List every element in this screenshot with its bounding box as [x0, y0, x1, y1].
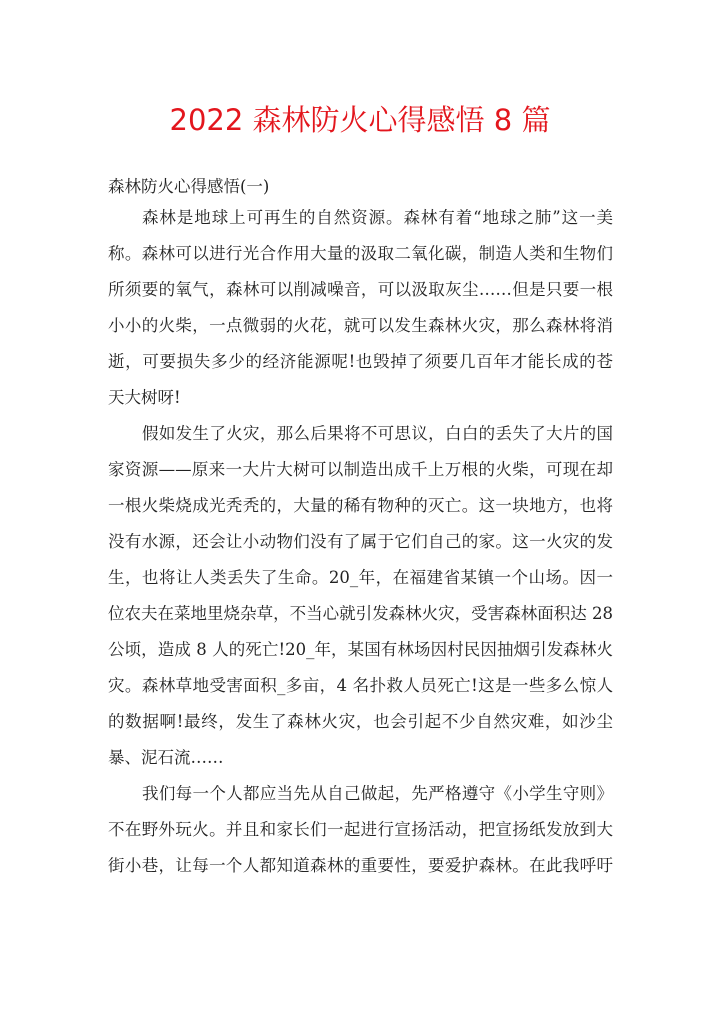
paragraph-2-line: 假如发生了火灾，那么后果将不可思议，白白的丢失了大片的国 — [142, 424, 613, 443]
paragraph-2-line: 的数据啊!最终，发生了森林火灾，也会引起不少自然灾难，如沙尘 — [108, 712, 613, 731]
paragraph-1-line: 称。森林可以进行光合作用大量的汲取二氧化碳，制造人类和生物们 — [108, 244, 613, 263]
paragraph-3-line: 不在野外玩火。并且和家长们一起进行宣扬活动，把宣扬纸发放到大 — [108, 820, 613, 839]
document-body — [108, 206, 613, 890]
document-title: 2022 森林防火心得感悟 8 篇 — [169, 103, 551, 137]
paragraph-2-line: 灾。森林草地受害面积_多亩，4 名扑救人员死亡!这是一些多么惊人 — [108, 676, 613, 695]
paragraph-2-line: 家资源——原来一大片大树可以制造出成千上万根的火柴，可现在却 — [108, 460, 613, 479]
paragraph-1-line: 天大树呀! — [108, 388, 181, 407]
paragraph-2-line: 一根火柴烧成光秃秃的，大量的稀有物种的灭亡。这一块地方，也将 — [108, 496, 613, 515]
paragraph-1-line: 小小的火柴，一点微弱的火花，就可以发生森林火灾，那么森林将消 — [108, 316, 613, 335]
paragraph-2-line: 暴、泥石流…… — [108, 748, 224, 767]
paragraph-1-line: 森林是地球上可再生的自然资源。森林有着“地球之肺”这一美 — [142, 208, 613, 227]
paragraph-1-line: 所须要的氧气，森林可以削减噪音，可以汲取灰尘……但是只要一根 — [108, 280, 613, 299]
paragraph-3-line: 我们每一个人都应当先从自己做起，先严格遵守《小学生守则》 — [142, 784, 613, 803]
paragraph-2-line: 生，也将让人类丢失了生命。20_年，在福建省某镇一个山场。因一 — [108, 568, 613, 587]
paragraph-2-line: 没有水源，还会让小动物们没有了属于它们自己的家。这一火灾的发 — [108, 532, 613, 551]
paragraph-1-line: 逝，可要损失多少的经济能源呢!也毁掉了须要几百年才能长成的苍 — [108, 352, 613, 371]
section-heading: 森林防火心得感悟(一) — [108, 177, 270, 196]
paragraph-2-line: 位农夫在菜地里烧杂草，不当心就引发森林火灾，受害森林面积达 28 — [108, 604, 613, 623]
paragraph-3-line: 街小巷，让每一个人都知道森林的重要性，要爱护森林。在此我呼吁 — [108, 856, 613, 875]
paragraph-2-line: 公顷，造成 8 人的死亡!20_年，某国有林场因村民因抽烟引发森林火 — [108, 640, 613, 659]
